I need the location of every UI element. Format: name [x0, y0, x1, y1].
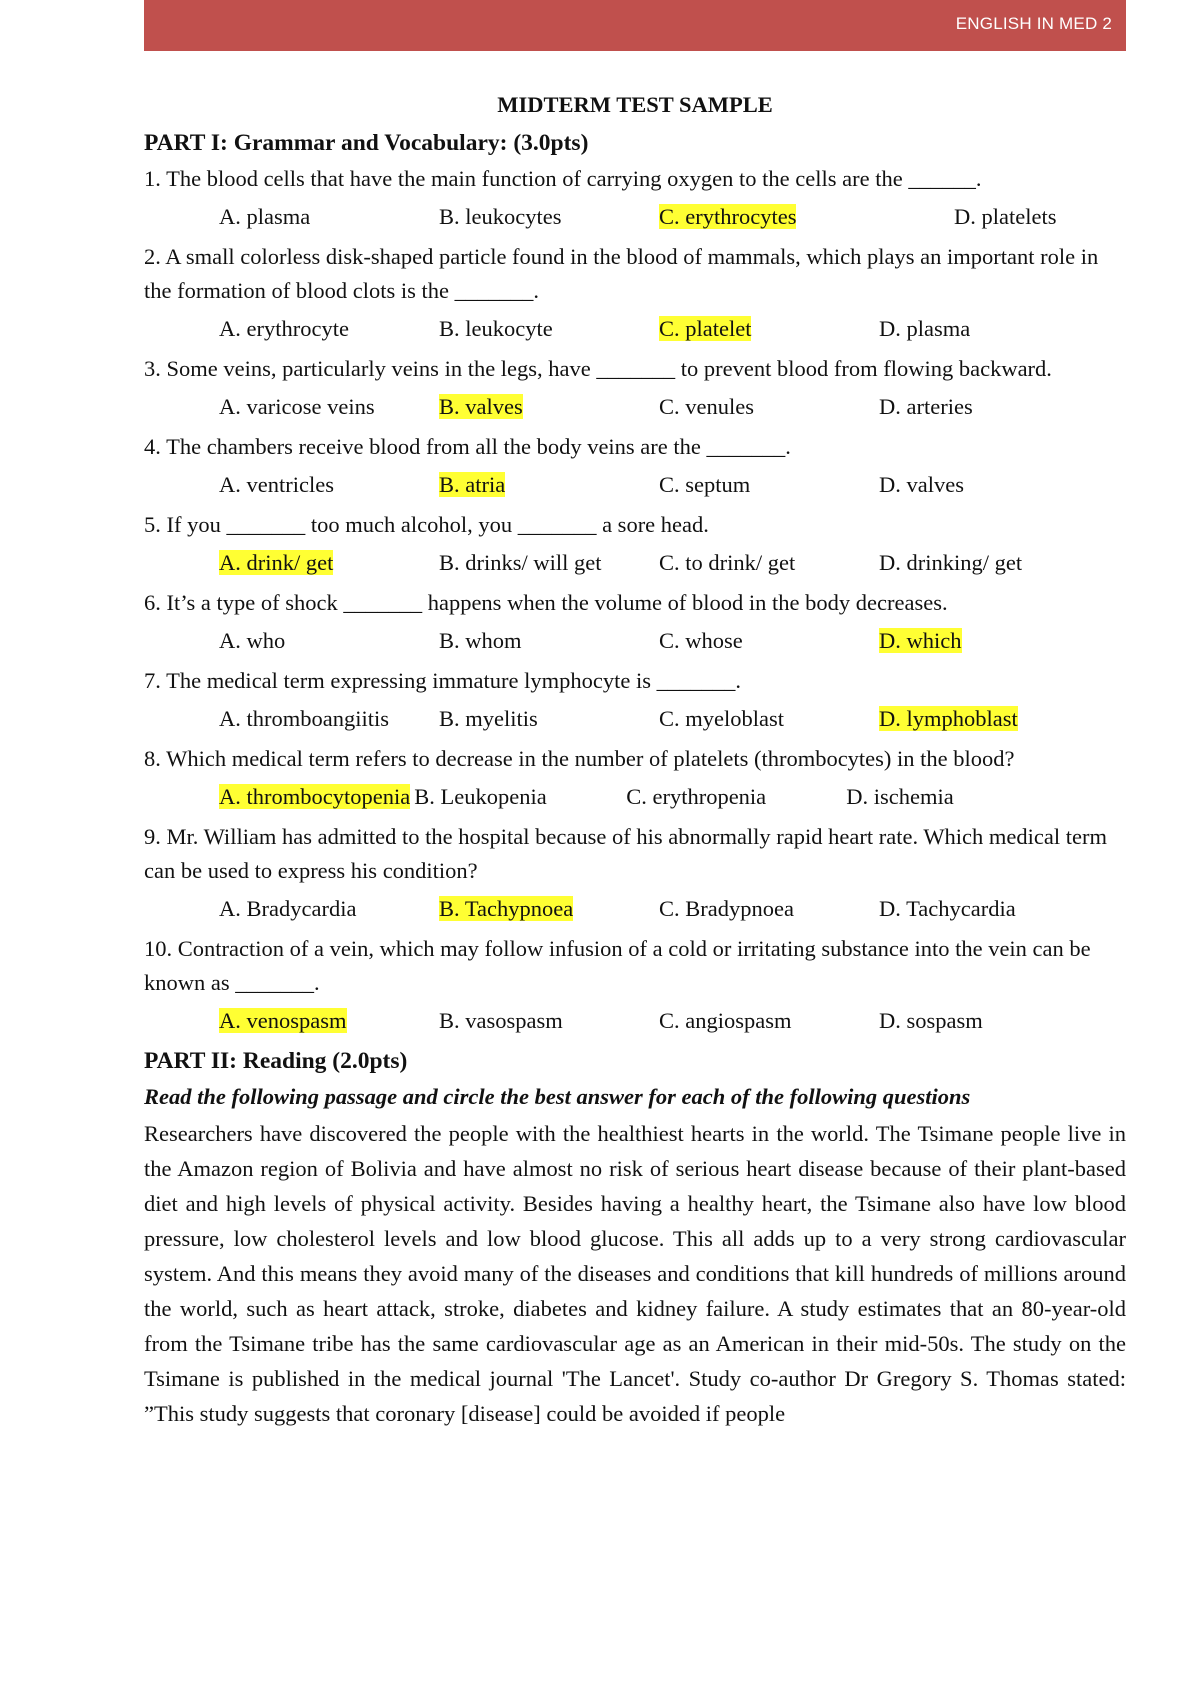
question-text: 6. It’s a type of shock _______ happens when the volume of blood in the body decreases.: [144, 590, 948, 615]
highlighted-answer: C. erythrocytes: [659, 204, 797, 229]
highlighted-answer: D. lymphoblast: [879, 706, 1018, 731]
question-text: 2. A small colorless disk-shaped particle found in the blood of mammals, which plays an important role in the formation of blood clots is the _______.: [144, 244, 1099, 303]
option-c[interactable]: C. myeloblast: [659, 706, 784, 731]
highlighted-answer: A. venospasm: [219, 1008, 347, 1033]
highlighted-answer: D. which: [879, 628, 962, 653]
question-7: [144, 664, 1126, 736]
answer-options: [219, 624, 1126, 658]
option-d[interactable]: D. platelets: [954, 204, 1057, 229]
option-d[interactable]: D. valves: [879, 472, 964, 497]
option-a[interactable]: A. who: [219, 628, 286, 653]
option-a[interactable]: A. varicose veins: [219, 394, 375, 419]
option-b[interactable]: [439, 892, 659, 926]
answer-options: [219, 780, 1126, 814]
option-d[interactable]: D. arteries: [879, 394, 973, 419]
question-text: 1. The blood cells that have the main function of carrying oxygen to the cells are the ______.: [144, 166, 982, 191]
option-c[interactable]: C. venules: [659, 394, 754, 419]
highlighted-answer: B. Tachypnoea: [439, 896, 574, 921]
answer-options: [219, 1004, 1126, 1038]
option-d[interactable]: D. ischemia: [846, 784, 954, 809]
option-b[interactable]: B. leukocyte: [439, 316, 553, 341]
highlighted-answer: B. valves: [439, 394, 523, 419]
page-title: MIDTERM TEST SAMPLE: [497, 92, 773, 117]
option-b[interactable]: B. myelitis: [439, 706, 538, 731]
question-9: [144, 820, 1126, 926]
header-band: [144, 0, 1126, 51]
option-b[interactable]: [439, 468, 659, 502]
option-a[interactable]: A. Bradycardia: [219, 896, 357, 921]
option-a[interactable]: A. plasma: [219, 204, 311, 229]
question-4: [144, 430, 1126, 502]
part2-heading: PART II: Reading (2.0pts): [144, 1048, 408, 1074]
option-b[interactable]: B. drinks/ will get: [439, 550, 602, 575]
question-1: [144, 162, 1126, 234]
option-c[interactable]: C. to drink/ get: [659, 550, 796, 575]
option-d[interactable]: D. plasma: [879, 316, 971, 341]
option-a[interactable]: [219, 780, 410, 814]
highlighted-answer: A. thrombocytopenia: [219, 784, 411, 809]
question-2: [144, 240, 1126, 346]
option-c[interactable]: C. whose: [659, 628, 743, 653]
reading-passage: Researchers have discovered the people with the healthiest hearts in the world. The Tsimane people live in the Amazon region of Bolivia and have almost no risk of serious heart disease because of their plant-based diet and high levels of physical activity. Besides having a healthy heart, the Tsimane also have low blood pressure, low cholesterol levels and low blood glucose. This all adds up to a very strong cardiovascular system. And this means they avoid many of the diseases and conditions that kill hundreds of millions around the world, such as heart attack, stroke, diabetes and kidney failure. A study estimates that an 80-year-old from the Tsimane tribe has the same cardiovascular age as an American in their mid-50s. The study on the Tsimane is published in the medical journal 'The Lancet'. Study co-author Dr Gregory S. Thomas stated: ”This study suggests that coronary [disease] could be avoided if people: [144, 1121, 1126, 1426]
question-text: 5. If you _______ too much alcohol, you _______ a sore head.: [144, 512, 709, 537]
option-c[interactable]: [659, 200, 954, 234]
question-text: 8. Which medical term refers to decrease in the number of platelets (thrombocytes) in the blood?: [144, 746, 1015, 771]
option-d[interactable]: D. sospasm: [879, 1008, 983, 1033]
answer-options: [219, 200, 1126, 234]
option-b[interactable]: B. whom: [439, 628, 522, 653]
option-c[interactable]: C. erythropenia: [626, 784, 767, 809]
question-10: [144, 932, 1126, 1038]
question-text: 9. Mr. William has admitted to the hospital because of his abnormally rapid heart rate. Which medical term can be used to express his condition?: [144, 824, 1107, 883]
question-6: [144, 586, 1126, 658]
answer-options: [219, 312, 1126, 346]
question-5: [144, 508, 1126, 580]
option-a[interactable]: A. thromboangiitis: [219, 706, 389, 731]
answer-options: [219, 702, 1126, 736]
option-a[interactable]: A. erythrocyte: [219, 316, 349, 341]
option-b[interactable]: B. vasospasm: [439, 1008, 563, 1033]
question-text: 3. Some veins, particularly veins in the legs, have _______ to prevent blood from flowing backward.: [144, 356, 1052, 381]
highlighted-answer: A. drink/ get: [219, 550, 334, 575]
option-d[interactable]: D. Tachycardia: [879, 896, 1016, 921]
document-body: [144, 88, 1126, 1431]
option-c[interactable]: C. angiospasm: [659, 1008, 792, 1033]
highlighted-answer: B. atria: [439, 472, 506, 497]
question-8: [144, 742, 1126, 814]
answer-options: [219, 892, 1126, 926]
option-c[interactable]: [659, 312, 879, 346]
option-a[interactable]: [219, 1004, 439, 1038]
answer-options: [219, 546, 1126, 580]
option-a[interactable]: A. ventricles: [219, 472, 334, 497]
header-label: ENGLISH IN MED 2: [955, 14, 1112, 33]
option-b[interactable]: [439, 390, 659, 424]
option-c[interactable]: C. Bradypnoea: [659, 896, 794, 921]
answer-options: [219, 390, 1126, 424]
highlighted-answer: C. platelet: [659, 316, 752, 341]
question-text: 10. Contraction of a vein, which may follow infusion of a cold or irritating substance into the vein can be known as _______.: [144, 936, 1091, 995]
option-b[interactable]: B. Leukopenia: [414, 784, 547, 809]
question-list: [144, 162, 1126, 1038]
question-3: [144, 352, 1126, 424]
option-b[interactable]: B. leukocytes: [439, 204, 562, 229]
question-text: 4. The chambers receive blood from all the body veins are the _______.: [144, 434, 791, 459]
part1-heading: PART I: Grammar and Vocabulary: (3.0pts): [144, 130, 589, 156]
reading-instruction: Read the following passage and circle the best answer for each of the following questions: [144, 1084, 971, 1109]
option-d[interactable]: D. drinking/ get: [879, 550, 1023, 575]
option-c[interactable]: C. septum: [659, 472, 751, 497]
option-a[interactable]: [219, 546, 439, 580]
question-text: 7. The medical term expressing immature lymphocyte is _______.: [144, 668, 741, 693]
answer-options: [219, 468, 1126, 502]
option-d[interactable]: [879, 624, 962, 658]
option-d[interactable]: [879, 702, 1018, 736]
